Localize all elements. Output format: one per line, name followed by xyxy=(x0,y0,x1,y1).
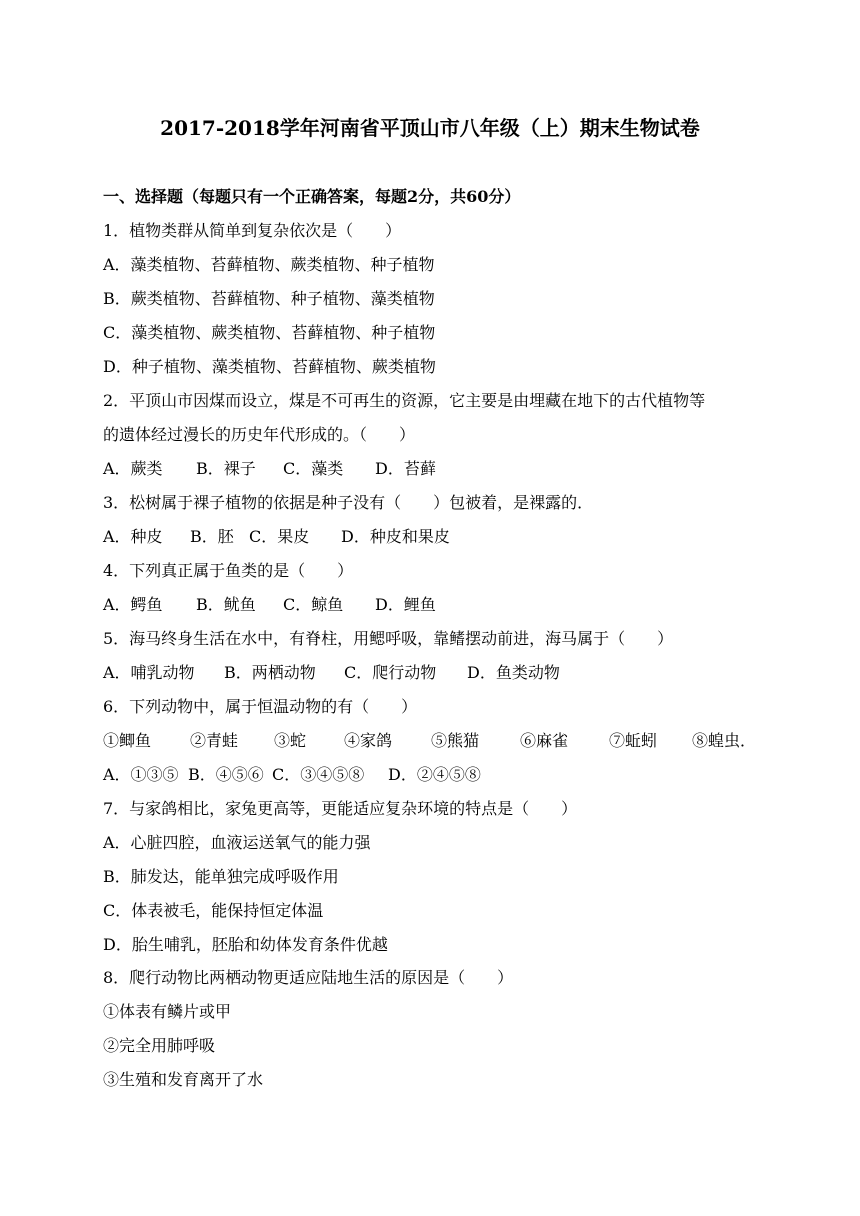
question-8-item-3: ③生殖和发育离开了水 xyxy=(103,1070,264,1089)
question-3-option-d: D．种皮和果皮 xyxy=(341,527,450,546)
question-6-stem: 6．下列动物中，属于恒温动物的有（ ） xyxy=(103,697,418,716)
question-1-option-b: B．蕨类植物、苔藓植物、种子植物、藻类植物 xyxy=(103,289,435,308)
question-4-options xyxy=(103,593,763,617)
question-5-option-a: A．哺乳动物 xyxy=(103,663,195,682)
question-7-option-d: D．胎生哺乳，胚胎和幼体发育条件优越 xyxy=(103,935,388,954)
question-6-item-4: ④家鸽 xyxy=(344,731,393,750)
question-5-stem: 5．海马终身生活在水中，有脊柱，用鳃呼吸，靠鳍摆动前进，海马属于（ ） xyxy=(103,629,674,648)
question-3-option-c: C．果皮 xyxy=(249,527,310,546)
question-7-option-c: C．体表被毛，能保持恒定体温 xyxy=(103,901,324,920)
question-2-option-b: B．裸子 xyxy=(196,459,256,478)
question-1-option-d: D．种子植物、藻类植物、苔藓植物、蕨类植物 xyxy=(103,357,436,376)
question-7-option-b: B．肺发达，能单独完成呼吸作用 xyxy=(103,867,339,886)
question-2-options xyxy=(103,457,763,481)
question-4-option-d: D．鲤鱼 xyxy=(375,595,436,614)
question-6-item-7: ⑦蚯蚓 xyxy=(609,731,658,750)
question-8-item-1: ①体表有鳞片或甲 xyxy=(103,1002,232,1021)
question-6-options xyxy=(103,763,763,787)
question-1-option-c: C．藻类植物、蕨类植物、苔藓植物、种子植物 xyxy=(103,323,436,342)
question-6-option-d: D．②④⑤⑧ xyxy=(388,765,481,784)
question-6-item-8: ⑧蝗虫． xyxy=(692,731,757,750)
question-2-option-a: A．蕨类 xyxy=(103,459,163,478)
question-1-option-a: A．藻类植物、苔藓植物、蕨类植物、种子植物 xyxy=(103,255,435,274)
question-6-item-1: ①鲫鱼 xyxy=(103,731,152,750)
question-4-stem: 4．下列真正属于鱼类的是（ ） xyxy=(103,561,354,580)
question-3-options xyxy=(103,525,763,549)
question-4-option-a: A．鳄鱼 xyxy=(103,595,163,614)
question-7-stem: 7．与家鸽相比，家兔更高等，更能适应复杂环境的特点是（ ） xyxy=(103,799,578,818)
question-4-option-c: C．鲸鱼 xyxy=(283,595,344,614)
section-heading: 一、选择题（每题只有一个正确答案，每题2分，共60分） xyxy=(103,187,521,206)
question-5-option-c: C．爬行动物 xyxy=(344,663,437,682)
question-6-option-b: B．④⑤⑥ xyxy=(188,765,264,784)
question-6-item-2: ②青蛙 xyxy=(190,731,239,750)
question-8-stem: 8．爬行动物比两栖动物更适应陆地生活的原因是（ ） xyxy=(103,968,514,987)
question-2-option-c: C．藻类 xyxy=(283,459,344,478)
question-2-stem-line1: 2．平顶山市因煤而设立，煤是不可再生的资源，它主要是由埋藏在地下的古代植物等 xyxy=(103,391,706,410)
question-5-option-d: D．鱼类动物 xyxy=(467,663,560,682)
question-6-items xyxy=(103,729,763,753)
page-title: 2017-2018学年河南省平顶山市八年级（上）期末生物试卷 xyxy=(160,116,700,140)
question-5-option-b: B．两栖动物 xyxy=(224,663,316,682)
question-5-options xyxy=(103,661,763,685)
question-6-item-5: ⑤熊猫 xyxy=(431,731,480,750)
question-3-option-a: A．种皮 xyxy=(103,527,163,546)
question-6-option-a: A．①③⑤ xyxy=(103,765,179,784)
question-3-stem: 3．松树属于裸子植物的依据是种子没有（ ）包被着，是裸露的． xyxy=(103,493,594,512)
question-2-stem-line2: 的遗体经过漫长的历史年代形成的。（ ） xyxy=(103,425,416,444)
question-8-item-2: ②完全用肺呼吸 xyxy=(103,1036,216,1055)
question-7-option-a: A．心脏四腔，血液运送氧气的能力强 xyxy=(103,833,371,852)
question-4-option-b: B．鱿鱼 xyxy=(196,595,256,614)
question-6-item-3: ③蛇 xyxy=(274,731,307,750)
question-1-stem: 1．植物类群从简单到复杂依次是（ ） xyxy=(103,221,402,240)
question-2-option-d: D．苔藓 xyxy=(375,459,436,478)
question-3-option-b: B．胚 xyxy=(190,527,234,546)
question-6-option-c: C．③④⑤⑧ xyxy=(272,765,365,784)
question-6-item-6: ⑥麻雀 xyxy=(520,731,569,750)
